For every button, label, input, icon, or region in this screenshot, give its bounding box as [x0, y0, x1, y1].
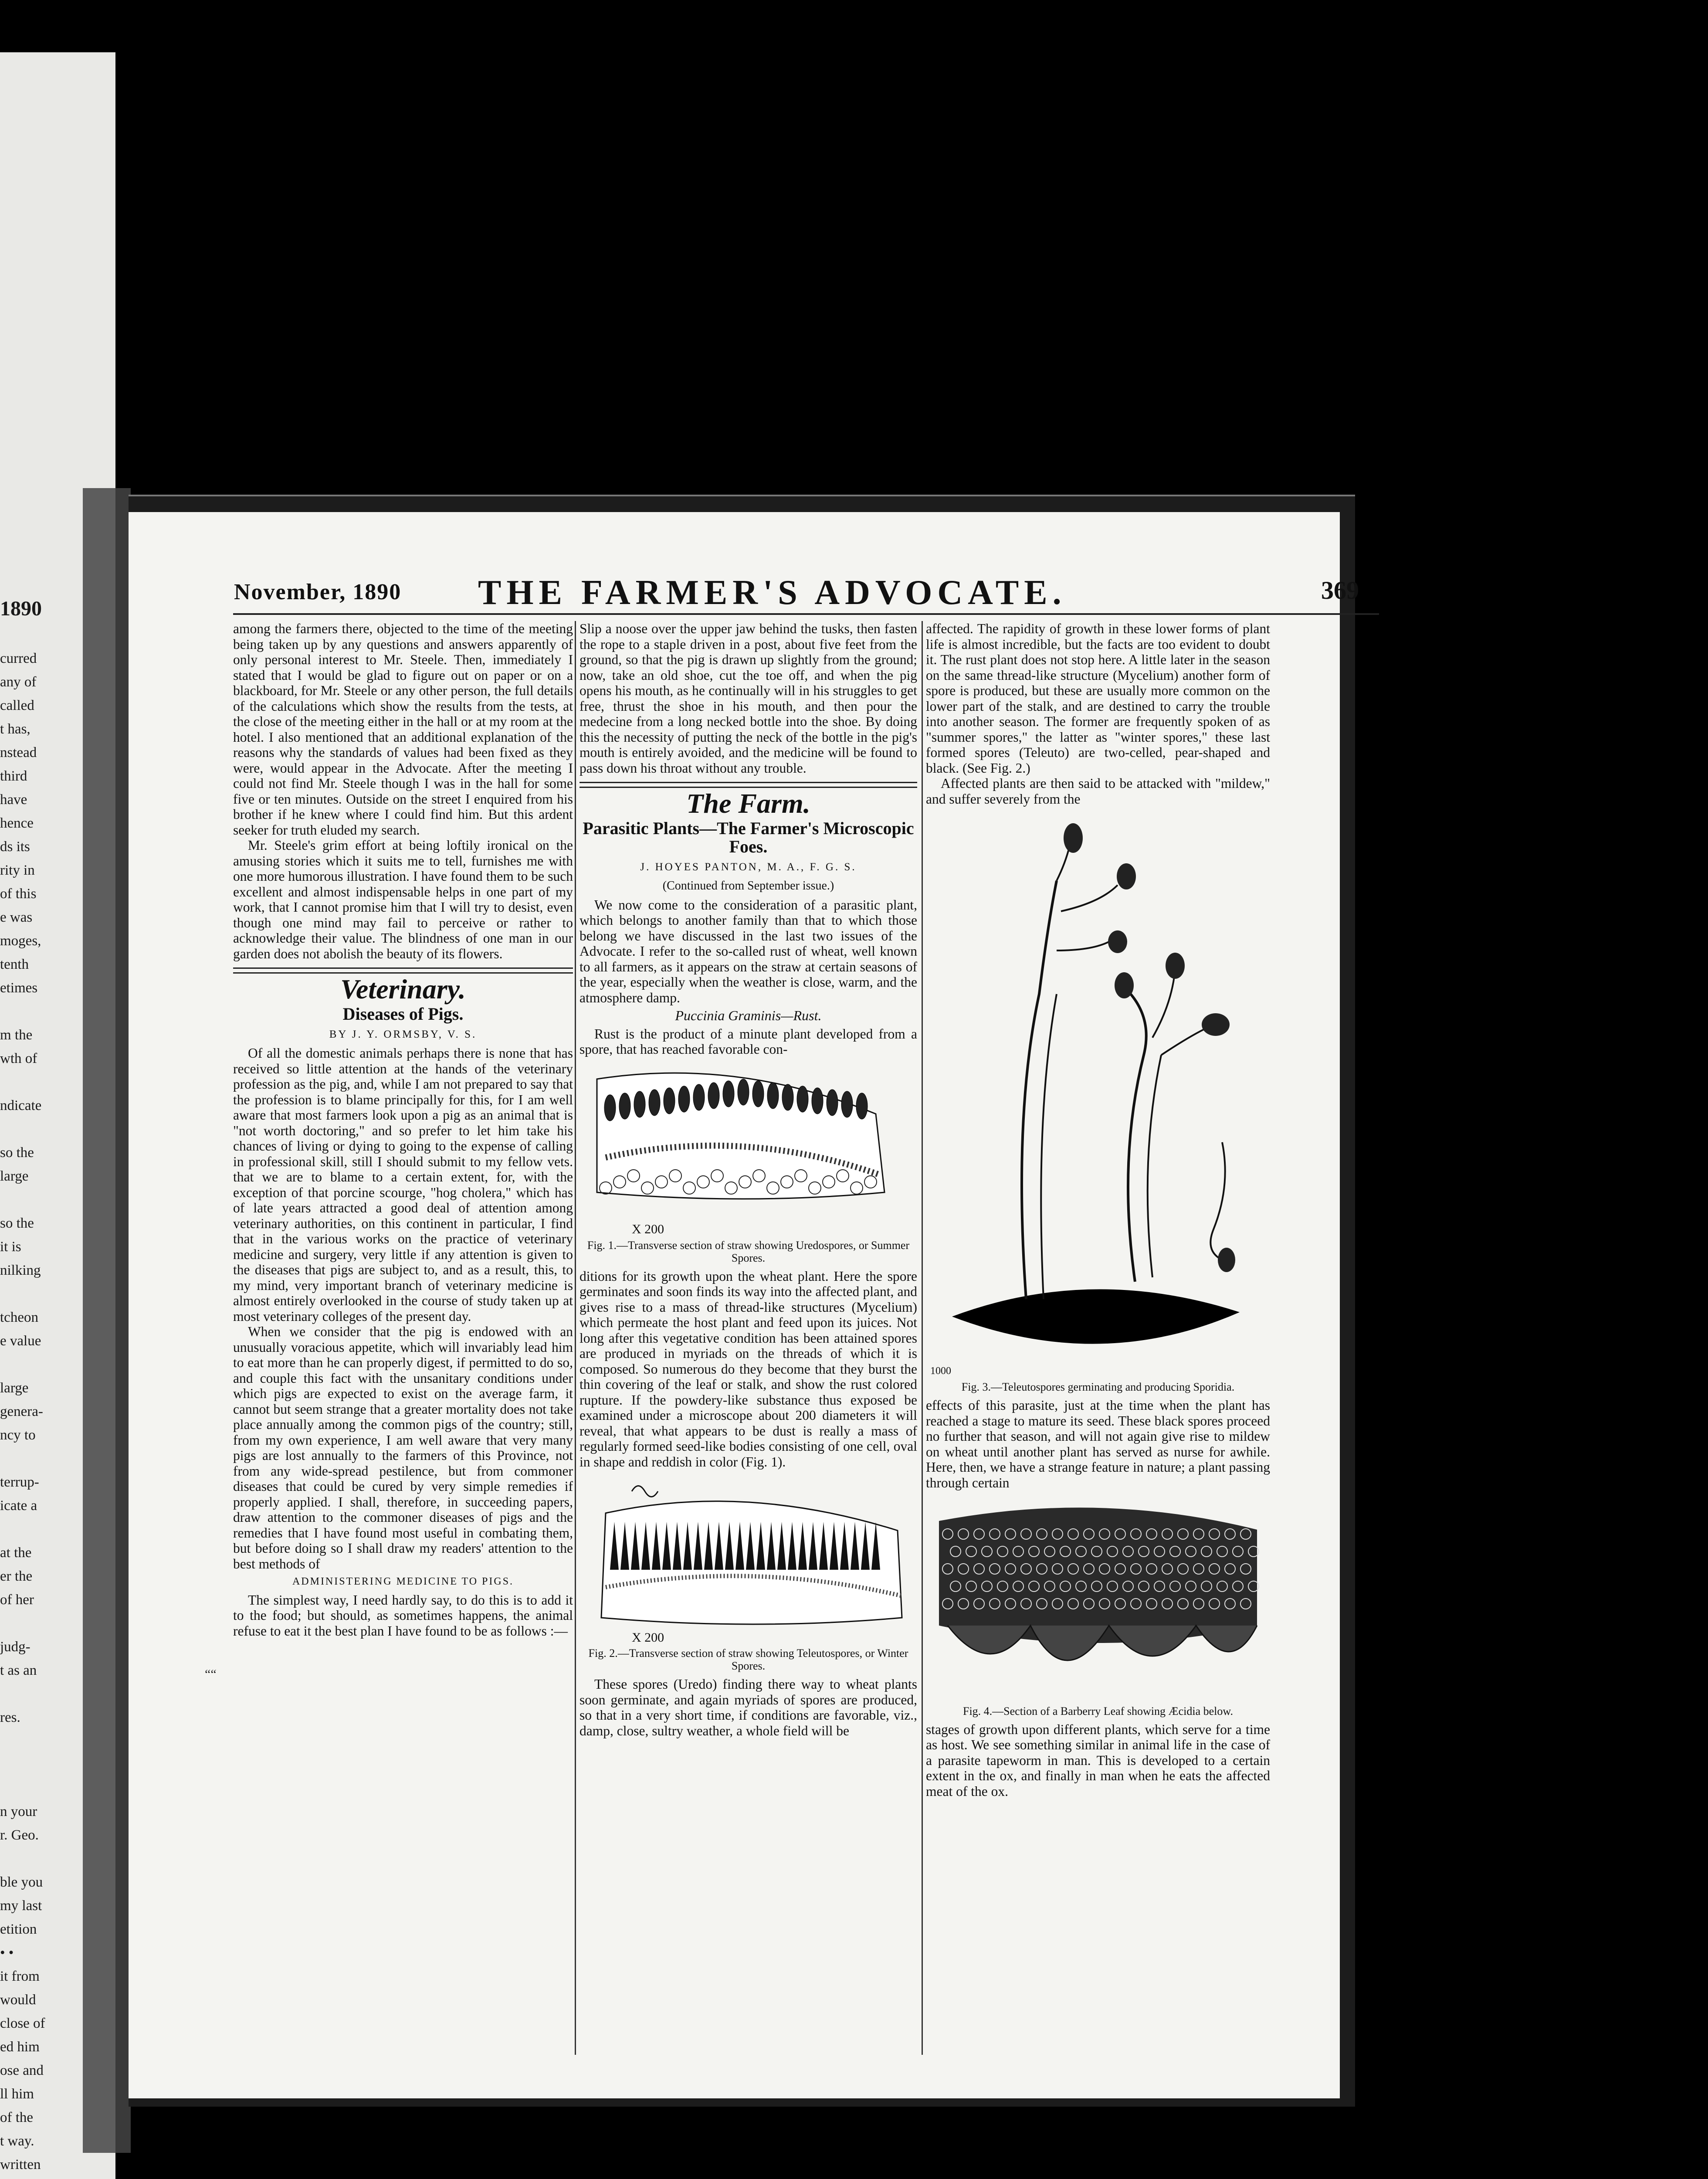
column-divider [922, 621, 923, 2055]
facing-page-line: of her [0, 1592, 34, 1608]
magnification-label: X 200 [632, 1630, 664, 1645]
facing-page-line [0, 2176, 78, 2179]
figure-4 [926, 1495, 1270, 1717]
figure-2 [580, 1474, 917, 1672]
facing-page-column [0, 597, 78, 2179]
paragraph: stages of growth upon different plants, which serve for a time as host. We see something similar in animal life in the case of a parasite tapeworm in man. This is developed to a certain extent in the ox, and finally in man when he eats the affected meat of the ox. [926, 1721, 1270, 1799]
facing-page-line: t way. [0, 2133, 34, 2149]
facing-page-line: m the [0, 1027, 33, 1043]
article-byline: BY J. Y. ORMSBY, V. S. [329, 1028, 477, 1040]
spore [827, 1090, 838, 1116]
paragraph: Mr. Steele's grim effort at being loftily ironical on the amusing stories which it suits me to tell, furnishes me with one more humorous illustration. I have found them to be such excellent and almost indispensable helps in one part of my work, that I cannot promise him that I will try to desist, even though one mind may fail to perceive or rather to acknowledge their value. The blindness of one man in our garden does not abolish the beauty of its flowers. [233, 838, 573, 961]
paragraph: Affected plants are then said to be attacked with "mildew," and suffer severely from the [926, 776, 1270, 807]
facing-page-line: of this [0, 886, 37, 902]
paragraph: When we consider that the pig is endowed with an unusually voracious appetite, which will invariably lead him to eat more than he can properly digest, if permitted to do so, and couple this fact with the unsanitary conditions under which pigs are expected to exist on the average farm, it cannot but seem strange that a greater mortality does not take place annually among the common pigs of the country; still, from my own experience, I am well aware that very many pigs are lost annually to the farmers of this Province, not from any wide-spread pestilence, but from commoner diseases that could be cured by very simple remedies if properly applied. I shall, therefore, in succeeding papers, draw attention to the commoner diseases of pigs and the remedies that I have found most useful in combating them, but before doing so I shall draw my readers' attention to the best methods of [233, 1324, 573, 1571]
figure-1 [580, 1062, 917, 1264]
spore [664, 1088, 675, 1114]
facing-page-line: moges, [0, 933, 41, 949]
column-divider [575, 621, 576, 2055]
facing-page-line: ndicate [0, 1098, 42, 1113]
facing-page-line: hence [0, 815, 34, 831]
facing-page-line: close of [0, 2016, 45, 2031]
facing-page-line: at the [0, 1545, 32, 1561]
paragraph: Of all the domestic animals perhaps there is none that has received so little attention at the hands of the veterinary profession as the pig, and, while I am not prepared to say that the profession is to blame principally for this, for I am well aware that most farmers look upon a pig as an animal that is "not worth doctoring," and so prefer to let him take his chances of living or dying to going to the expense of calling in professional skill, still I should submit to my fellow vets. that we are to blame to a certain extent, for, with the exception of that porcine scourge, "hog cholera," which has of late years attracted a good deal of attention among veterinary authorities, on this continent in particular, I find that in the various works on the practice of veterinary medicine and surgery, very little if any attention is given to the diseases that pigs are subject to, and as a result, this, to my mind, very important branch of veterinary medicine is almost entirely overlooked in the course of study taken up at most veterinary colleges of the present day. [233, 1045, 573, 1324]
facing-page-line: rity in [0, 862, 35, 878]
paragraph: These spores (Uredo) finding there way to wheat plants soon germinate, and again myriads of spores are produced, so that in a very short time, if conditions are favorable, viz., damp, close, sultry weather, a whole field will be [580, 1677, 917, 1738]
facing-page-line [0, 1753, 78, 1776]
paragraph: effects of this parasite, just at the time when the plant has reached a stage to mature its seed. These black spores proceed no further that season, and will not again give rise to mildew on wheat until another plant has served as nurse for awhile. Here, then, we have a strange feature in nature; a plant passing through certain [926, 1398, 1270, 1490]
paragraph: Slip a noose over the upper jaw behind the tusks, then fasten the rope to a staple driven in a post, about five feet from the ground, so that the pig is drawn up slightly from the ground; now, take an old shoe, cut the toe off, and when the pig opens his mouth, as he continually will in his struggles to get free, thrust the shoe in his mouth, and then pour the medecine from a long necked bottle into the shoe. By doing this the necessity of putting the neck of the bottle in the pig's mouth is entirely avoided, and the medicine will be found to pass down his throat without any trouble. [580, 621, 917, 776]
book-gutter [83, 488, 131, 2153]
barberry-leaf-illustration [926, 1495, 1270, 1700]
figure-caption: Fig. 2.—Transverse section of straw showing Teleutospores, or Winter Spores. [588, 1647, 908, 1672]
facing-page-line: written [0, 2157, 41, 2172]
facing-page-line [0, 1282, 78, 1306]
facing-page-line: t as an [0, 1663, 37, 1678]
figure-caption: Fig. 4.—Section of a Barberry Leaf showing Æcidia below. [962, 1704, 1233, 1717]
facing-page-line: have [0, 792, 27, 808]
column-1 [233, 621, 573, 1639]
column-2 [580, 621, 917, 1738]
facing-page-line: ble you [0, 1874, 43, 1890]
figure-3 [926, 811, 1270, 1393]
sporidia-illustration [926, 811, 1270, 1378]
facing-page-line: nstead [0, 745, 37, 760]
facing-page-line [0, 1517, 78, 1541]
figure-caption: Fig. 3.—Teleutospores germinating and producing Sporidia. [961, 1381, 1235, 1393]
facing-page-line: it from [0, 1969, 40, 1984]
article-byline: J. HOYES PANTON, M. A., F. G. S. [640, 861, 857, 873]
facing-page-line: ed him [0, 2039, 40, 2055]
facing-page-line: t has, [0, 721, 30, 737]
facing-page-line: ds its [0, 839, 30, 855]
facing-page-line [0, 1729, 78, 1753]
facing-page-line: of the [0, 2110, 34, 2125]
facing-page-line: ncy to [0, 1427, 36, 1443]
facing-page-line: icate a [0, 1498, 37, 1514]
facing-page-line: n your [0, 1804, 37, 1819]
spore [738, 1079, 749, 1105]
magnification-label: X 200 [632, 1222, 664, 1236]
spore [812, 1088, 823, 1114]
section-heading-farm: The Farm. [686, 788, 810, 819]
issue-date: November, 1890 [234, 580, 402, 604]
article-title: Diseases of Pigs. [342, 1004, 464, 1024]
header-rule [233, 613, 1379, 615]
facing-page-line [0, 1447, 78, 1470]
paragraph: Rust is the product of a minute plant developed from a spore, that has reached favorable con- [580, 1026, 917, 1057]
spore [841, 1091, 853, 1117]
facing-page-fragments [0, 647, 78, 2179]
section-rule [580, 782, 917, 788]
spore [708, 1083, 719, 1109]
spore [782, 1084, 793, 1110]
facing-page-line: large [0, 1168, 29, 1184]
margin-mark: ““ [205, 1667, 217, 1681]
figure-caption: Fig. 1.—Transverse section of straw showing Uredospores, or Summer Spores. [587, 1239, 910, 1264]
facing-page-line: r. Geo. [0, 1827, 39, 1843]
facing-page-line [0, 1000, 78, 1023]
facing-page-line: etition [0, 1921, 37, 1937]
facing-page-line [0, 1188, 78, 1212]
facing-page-line [0, 1353, 78, 1376]
facing-page-line: tcheon [0, 1310, 38, 1325]
facing-page-line: so the [0, 1145, 34, 1161]
facing-page-line: it is [0, 1239, 21, 1255]
spore [693, 1084, 705, 1110]
spore [604, 1095, 616, 1121]
spore [797, 1086, 808, 1112]
facing-page-line: e value [0, 1333, 41, 1349]
facing-page-line: etimes [0, 980, 38, 996]
masthead-title: THE FARMER'S ADVOCATE. [478, 574, 1067, 612]
facing-page-line [0, 1847, 78, 1870]
teleutospore-illustration [580, 1474, 917, 1639]
magnification-label: 1000 [930, 1365, 951, 1377]
paragraph: The simplest way, I need hardly say, to do this is to add it to the food; but should, as sometimes happens, the animal refuse to eat it the best plan I have found to be as follows :— [233, 1592, 573, 1639]
facing-page-line [0, 1117, 78, 1141]
subheading: ADMINISTERING MEDICINE TO PIGS. [292, 1576, 514, 1587]
section-rule [233, 967, 573, 974]
section-heading-veterinary: Veterinary. [340, 974, 466, 1005]
spore [634, 1091, 645, 1117]
page-header [234, 573, 1367, 612]
species-heading: Puccinia Graminis—Rust. [675, 1008, 822, 1023]
newspaper-page [129, 512, 1359, 2098]
spore [619, 1093, 630, 1119]
column-3 [926, 621, 1270, 1799]
facing-page-line: tenth [0, 957, 29, 972]
facing-page-line: so the [0, 1215, 34, 1231]
facing-page-line: ose and [0, 2063, 44, 2078]
facing-page-line: third [0, 768, 27, 784]
facing-page-line: genera- [0, 1404, 43, 1419]
facing-page-line: • • [0, 1945, 14, 1961]
facing-page-line [0, 1612, 78, 1635]
facing-page-line: called [0, 698, 34, 713]
facing-page-line: curred [0, 651, 37, 666]
paragraph: affected. The rapidity of growth in these lower forms of plant life is almost incredible, but the facts are too evident to doubt it. The rust plant does not stop here. A little later in the season on the same thread-like structure (Mycelium) another form of spore is produced, but these are usually more common on the lower part of the stalk, and are destined to carry the trouble into another season. The former are frequently spoken of as "summer spores," the latter as "winter spores," these last formed spores (Teleuto) are two-celled, pear-shaped and black. (See Fig. 2.) [926, 621, 1270, 776]
spore [723, 1081, 734, 1107]
spore [856, 1093, 868, 1119]
spore [678, 1086, 690, 1112]
paragraph: among the farmers there, objected to the time of the meeting being taken up by any questions and answers apparently of only personal interest to Mr. Steele. Then, immediately I stated that I would be glad to figure out on paper or on a blackboard, for Mr. Steele or any other person, the full details of the calculations which show the results from the tests, at the close of the meeting either in the hall or at my room at the hotel. I also mentioned that an additional explanation of the reasons why the standards of values had been fixed as they were, would appear in the Advocate. After the meeting I could not find Mr. Steele though I was in the hall for some five or ten minutes. Outside on the street I enquired from his brother if he knew where I could find him. But this ardent seeker for truth eluded my search. [233, 621, 573, 838]
facing-page-line: any of [0, 674, 37, 690]
facing-page-line: my last [0, 1898, 42, 1914]
facing-page-line: ll him [0, 2086, 34, 2102]
spore [649, 1090, 660, 1116]
facing-page-line: res. [0, 1710, 20, 1725]
facing-page-line: would [0, 1992, 36, 2008]
facing-page-line [0, 1070, 78, 1094]
facing-page-line: e was [0, 910, 33, 925]
facing-page-line: judg- [0, 1639, 30, 1655]
spore [752, 1081, 764, 1107]
facing-page-line: wth of [0, 1051, 37, 1066]
facing-page-line [0, 1682, 78, 1706]
article-title: Parasitic Plants—The Farmer's Microscopic Foes. [583, 818, 914, 856]
continued-note: (Continued from September issue.) [662, 879, 834, 893]
facing-page-year: 1890 [0, 597, 42, 620]
paragraph: We now come to the consideration of a parasitic plant, which belongs to another family than that to which those belong we have discussed in the last two issues of the Advocate. I refer to the so-called rust of wheat, well known to all farmers, as it appears on the straw at certain seasons of the year, especially when the weather is close, warm, and the atmosphere damp. [580, 897, 917, 1005]
spore [767, 1083, 779, 1109]
page-number: 369 [1321, 576, 1359, 604]
uredospore-illustration [580, 1062, 917, 1236]
facing-page-line: nilking [0, 1263, 41, 1278]
facing-page-line: er the [0, 1568, 33, 1584]
facing-page-line [0, 1776, 78, 1800]
facing-page-line: terrup- [0, 1474, 39, 1490]
paragraph: ditions for its growth upon the wheat plant. Here the spore germinates and soon finds its way into the affected plant, and gives rise to a mass of thread-like structures (Mycelium) which permeate the host plant and feed upon its juices. Not long after this vegetative condition has been attained spores are produced in myriads on the threads of which it is composed. So numerous do they become that they burst the thin covering of the leaf or stalk, and show the rust colored rupture. If the powdery-like substance thus exposed be examined under a microscope about 200 diameters it will reveal, that what appears to be dust is really a mass of regularly formed seed-like bodies consisting of one cell, oval in shape and reddish in color (Fig. 1). [580, 1268, 917, 1470]
facing-page-line: large [0, 1380, 29, 1396]
